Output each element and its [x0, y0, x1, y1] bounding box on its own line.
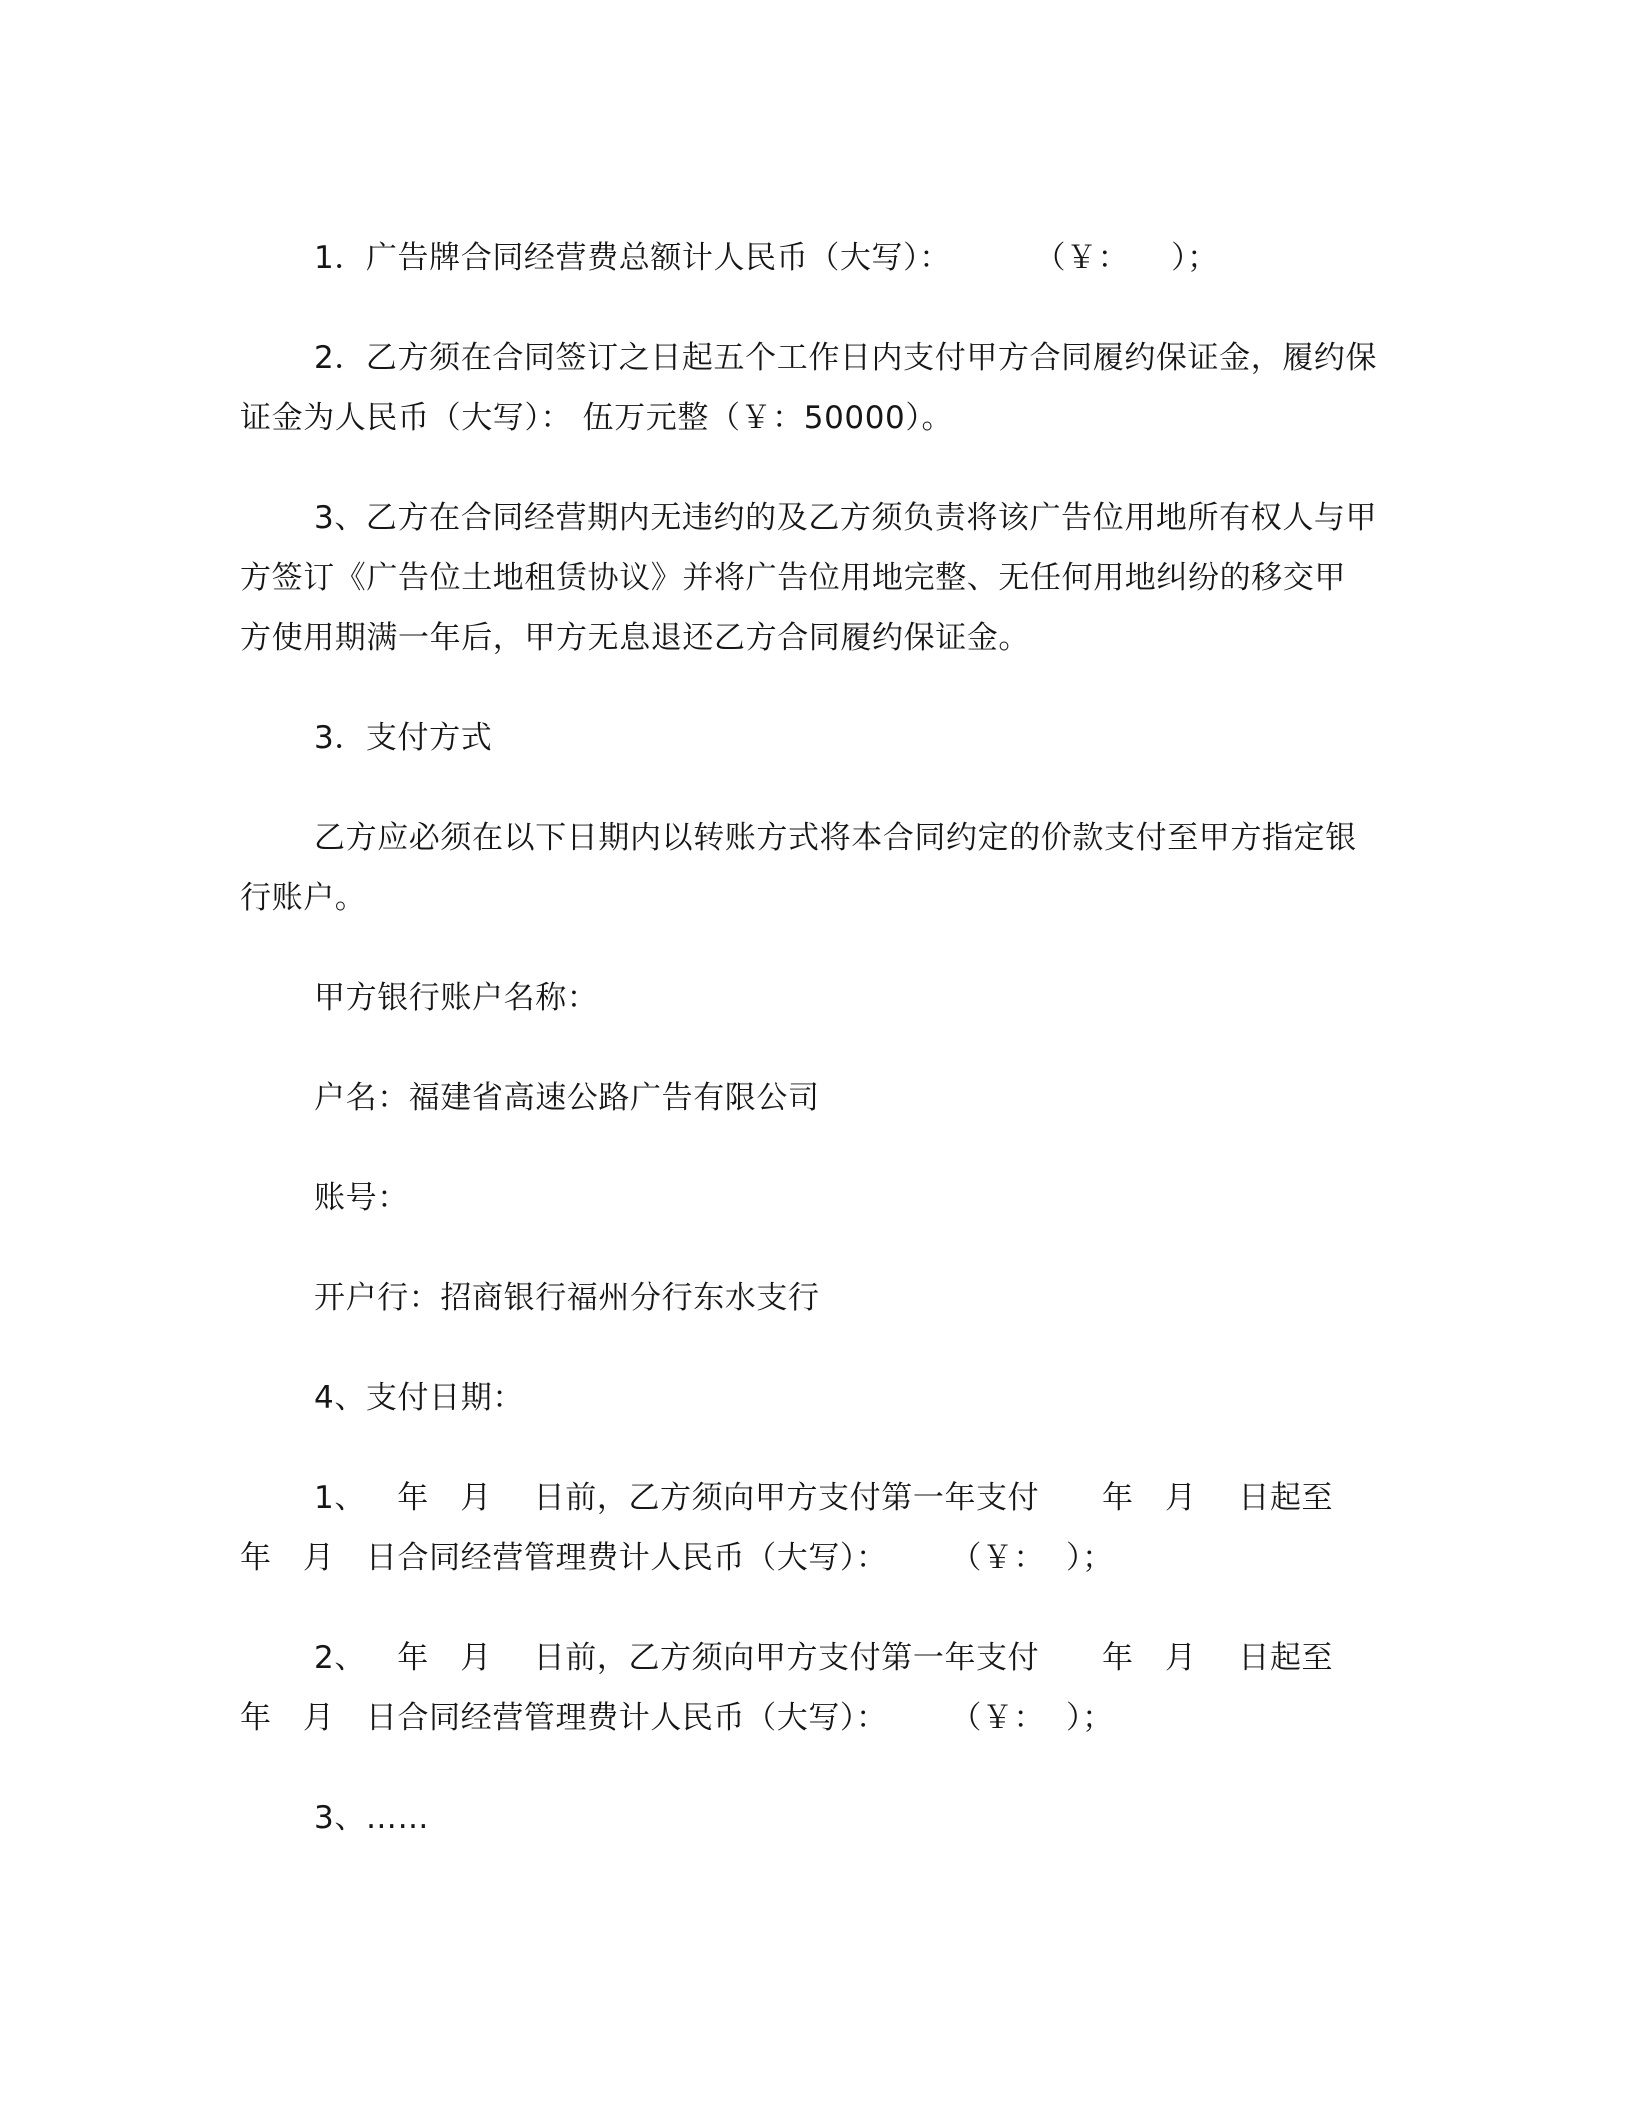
deposit-line-1: 2．乙方须在合同签订之日起五个工作日内支付甲方合同履约保证金，履约保 — [314, 340, 1378, 376]
refund-line-2: 方签订《广告位土地租赁协议》并将广告位用地完整、无任何用地纠纷的移交甲 — [240, 560, 1346, 596]
refund-line-3: 方使用期满一年后，甲方无息退还乙方合同履约保证金。 — [240, 620, 1030, 656]
payment-method-line-2: 行账户。 — [240, 880, 367, 916]
refund-line-1: 3、乙方在合同经营期内无违约的及乙方须负责将该广告位用地所有权人与甲 — [314, 500, 1378, 536]
payment-method-heading: 3．支付方式 — [314, 720, 493, 756]
fee-total-line: 1．广告牌合同经营费总额计人民币（大写）： （￥： ）； — [314, 240, 1219, 276]
deposit-line-2: 证金为人民币（大写）： 伍万元整（￥：50000）。 — [240, 400, 954, 436]
bank-account-title: 甲方银行账户名称： — [314, 980, 599, 1016]
payment-item-2-line-1: 2、 年 月 日前，乙方须向甲方支付第一年支付 年 月 日起至 — [314, 1640, 1334, 1676]
payment-item-1-line-2: 年 月 日合同经营管理费计人民币（大写）： （￥： ）； — [240, 1540, 1114, 1576]
bank-branch: 开户行：招商银行福州分行东水支行 — [314, 1280, 820, 1316]
payment-item-1-line-1: 1、 年 月 日前，乙方须向甲方支付第一年支付 年 月 日起至 — [314, 1480, 1334, 1516]
payment-item-3: 3、…… — [314, 1800, 430, 1836]
payment-method-line-1: 乙方应必须在以下日期内以转账方式将本合同约定的价款支付至甲方指定银 — [314, 820, 1357, 856]
payment-item-2-line-2: 年 月 日合同经营管理费计人民币（大写）： （￥： ）； — [240, 1700, 1114, 1736]
account-holder: 户名：福建省高速公路广告有限公司 — [314, 1080, 820, 1116]
account-number: 账号： — [314, 1180, 409, 1216]
payment-date-heading: 4、支付日期： — [314, 1380, 524, 1416]
